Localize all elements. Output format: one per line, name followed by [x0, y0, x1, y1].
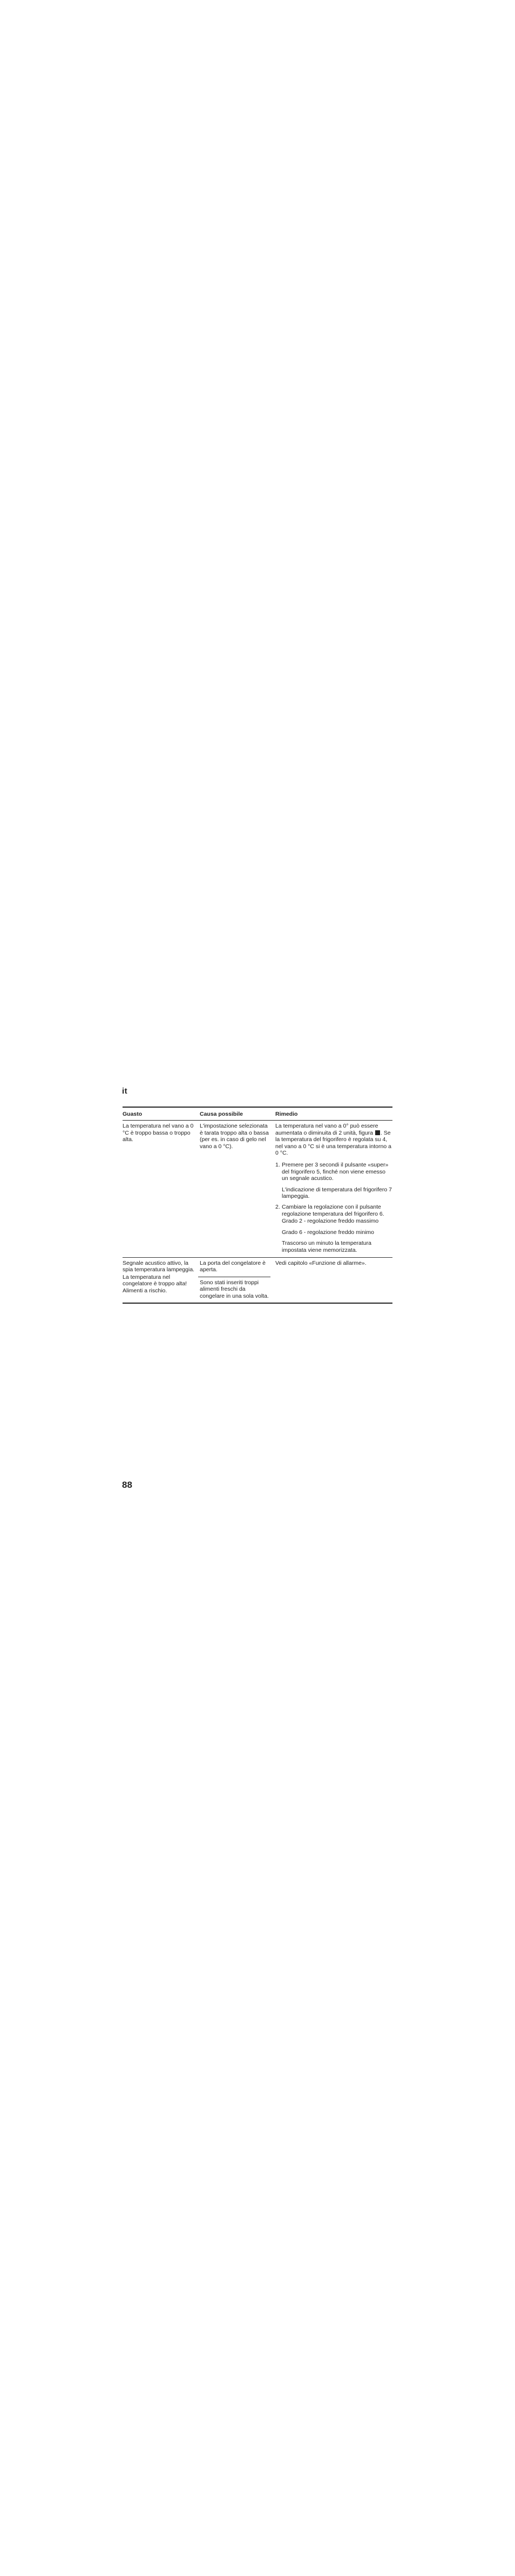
- table-header-row: [123, 1107, 392, 1121]
- column-header-fault: Guasto: [123, 1111, 143, 1117]
- fault-text: Segnale acustico attivo, la spia temperatura lampeggia.: [123, 1259, 195, 1273]
- remedy-intro-b: . Se la temperatura del frigorifero è regolata su 4, nel vano a 0 °C si è una temperatura intorno a 0 °C.: [275, 1129, 391, 1157]
- step-number: 1.: [275, 1162, 280, 1169]
- table-row: [123, 1121, 392, 1257]
- table-row: [123, 1257, 392, 1303]
- step-number: 2.: [275, 1204, 280, 1211]
- cause-divider-block: [198, 1277, 270, 1299]
- cause-cell: [198, 1258, 274, 1303]
- list-item: [275, 1204, 392, 1217]
- fault-cell: [123, 1121, 198, 1257]
- cause-text: Sono stati inseriti troppi alimenti freschi da congelare in una sola volta.: [200, 1279, 269, 1299]
- fault-text: La temperatura nel vano a 0 °C è troppo bassa o troppo alta.: [123, 1123, 194, 1143]
- step-text: Premere per 3 secondi il pulsante «super» del frigorifero 5, finché non viene emesso un segnale acustico.: [282, 1162, 389, 1182]
- cause-text: La porta del congelatore è aperta.: [200, 1259, 266, 1273]
- remedy-intro: [275, 1123, 392, 1156]
- column-header-cause: Causa possibile: [200, 1111, 243, 1117]
- step-option: Grado 6 - regolazione freddo minimo: [282, 1229, 375, 1236]
- troubleshooting-table: [123, 1107, 392, 1304]
- remedy-cell: [274, 1258, 392, 1303]
- language-code: it: [122, 1087, 128, 1096]
- table-bottom-rule: [123, 1303, 392, 1304]
- list-item: [275, 1162, 392, 1182]
- page-number: 88: [122, 1480, 132, 1490]
- fault-cell: [123, 1258, 198, 1303]
- remedy-cell: [274, 1121, 392, 1257]
- step-option: Grado 2 - regolazione freddo massimo: [282, 1218, 379, 1225]
- remedy-text: Vedi capitolo «Funzione di allarme».: [275, 1259, 367, 1266]
- step-note: L'indicazione di temperatura del frigorifero 7 lampeggia.: [282, 1186, 392, 1200]
- cause-cell: [198, 1121, 274, 1257]
- remedy-intro-a: La temperatura nel vano a 0° può essere aumentata o diminuita di 2 unità, figura: [275, 1123, 378, 1136]
- fault-text: La temperatura nel congelatore è troppo alta! Alimenti a rischio.: [123, 1273, 187, 1294]
- figure-reference-icon: [375, 1130, 380, 1135]
- step-text: Cambiare la regolazione con il pulsante regolazione temperatura del frigorifero 6.: [282, 1204, 384, 1217]
- step-note: Trascorso un minuto la temperatura impostata viene memorizzata.: [282, 1240, 371, 1253]
- column-header-remedy: Rimedio: [275, 1111, 298, 1117]
- remedy-steps: [275, 1162, 392, 1253]
- cause-text: L'impostazione selezionata è tarata troppo alta o bassa (per es. in caso di gelo nel vano a 0 °C).: [200, 1123, 269, 1150]
